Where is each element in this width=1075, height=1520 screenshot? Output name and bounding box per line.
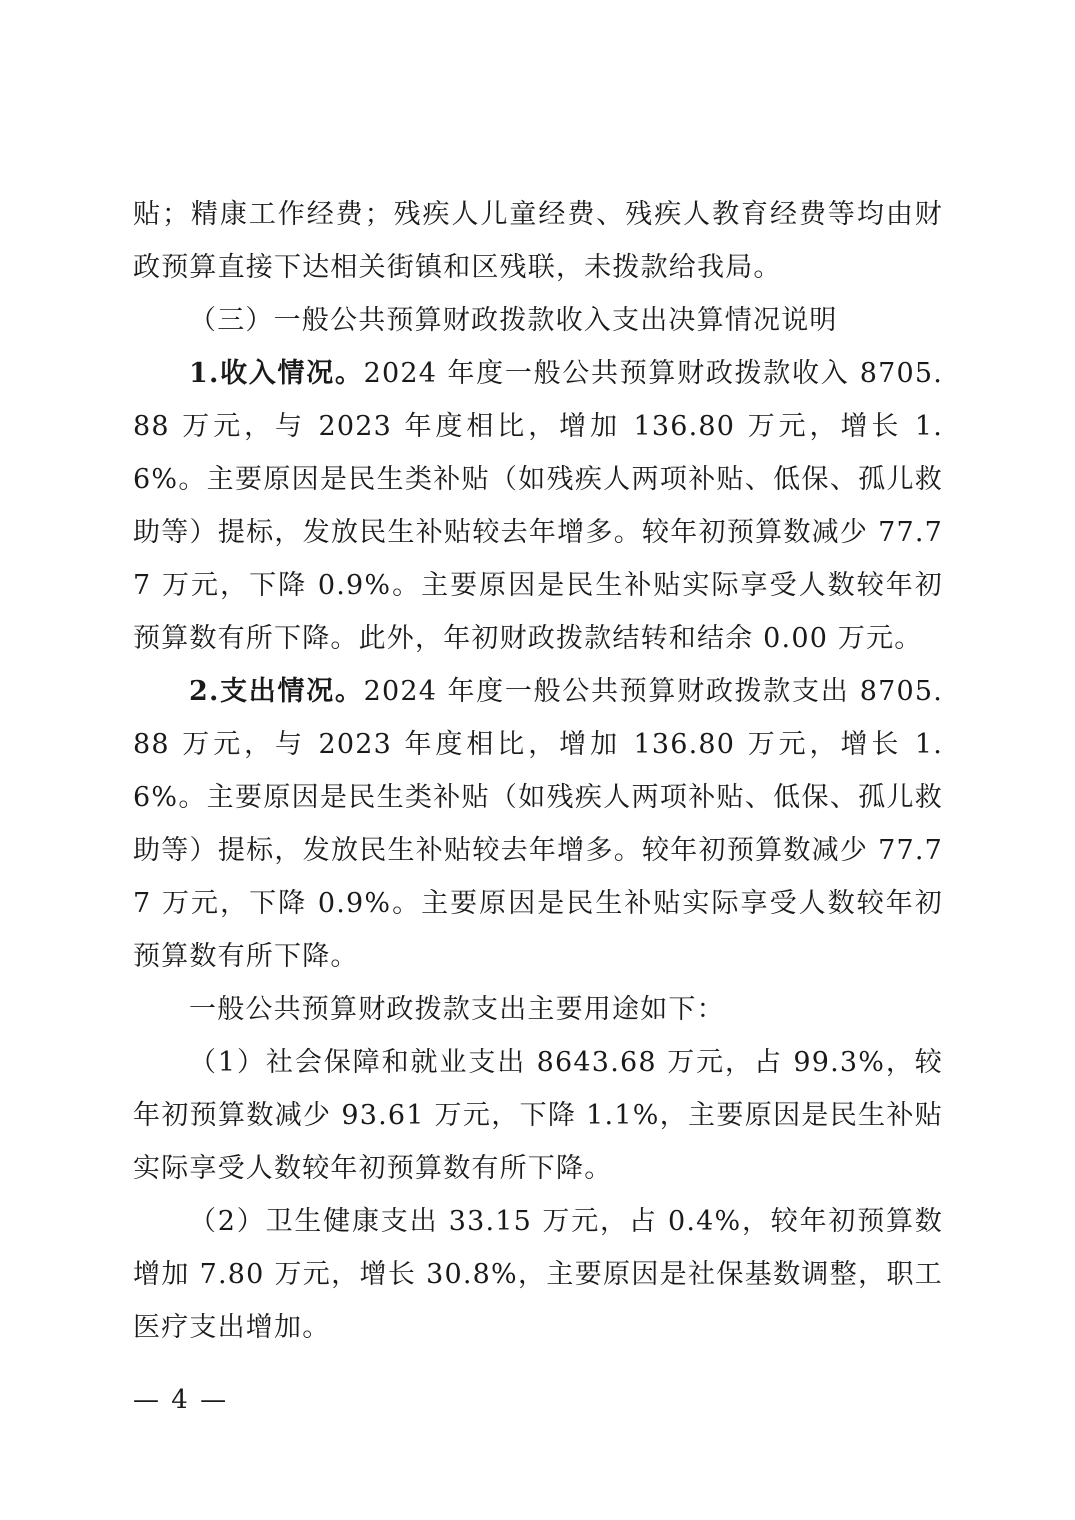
paragraph-lead: 1.收入情况。: [189, 358, 364, 389]
paragraph-text: 一般公共预算财政拨款支出主要用途如下：: [189, 994, 725, 1025]
paragraph-text: 贴；精康工作经费；残疾人儿童经费、残疾人教育经费等均由财政预算直接下达相关街镇和区残联，未拨款给我局。: [133, 199, 943, 283]
paragraph-item-1: [133, 1036, 943, 1195]
heading-text: （三）一般公共预算财政拨款收入支出决算情况说明: [189, 305, 838, 336]
paragraph-text: 2024 年度一般公共预算财政拨款支出 8705.88 万元，与 2023 年度相比，增加 136.80 万元，增长 1.6%。主要原因是民生类补贴（如残疾人两项补贴、低保、孤儿救助等）提标，发放民生补贴较去年增多。较年初预算数减少 77.77 万元，下降 0.9%。主要原因是民生补贴实际享受人数较年初预算数有所下降。: [133, 676, 943, 972]
paragraph-lead: 2.支出情况。: [189, 676, 364, 707]
paragraph-expenditure: [133, 665, 943, 983]
page-number: — 4 —: [133, 1385, 229, 1415]
paragraph-income: [133, 347, 943, 665]
paragraph-text: 2024 年度一般公共预算财政拨款收入 8705.88 万元，与 2023 年度相比，增加 136.80 万元，增长 1.6%。主要原因是民生类补贴（如残疾人两项补贴、低保、孤儿救助等）提标，发放民生补贴较去年增多。较年初预算数减少 77.77 万元，下降 0.9%。主要原因是民生补贴实际享受人数较年初预算数有所下降。此外，年初财政拨款结转和结余 0.00 万元。: [133, 358, 943, 654]
paragraph-item-2: [133, 1195, 943, 1354]
paragraph-text: （1）社会保障和就业支出 8643.68 万元，占 99.3%，较年初预算数减少 93.61 万元，下降 1.1%，主要原因是民生补贴实际享受人数较年初预算数有所下降。: [133, 1047, 943, 1184]
paragraph-text: （2）卫生健康支出 33.15 万元，占 0.4%，较年初预算数增加 7.80 万元，增长 30.8%，主要原因是社保基数调整，职工医疗支出增加。: [133, 1206, 943, 1343]
section-heading: [133, 294, 943, 347]
paragraph-usage-intro: [133, 983, 943, 1036]
document-body: [133, 188, 943, 1354]
paragraph-continuation: [133, 188, 943, 294]
